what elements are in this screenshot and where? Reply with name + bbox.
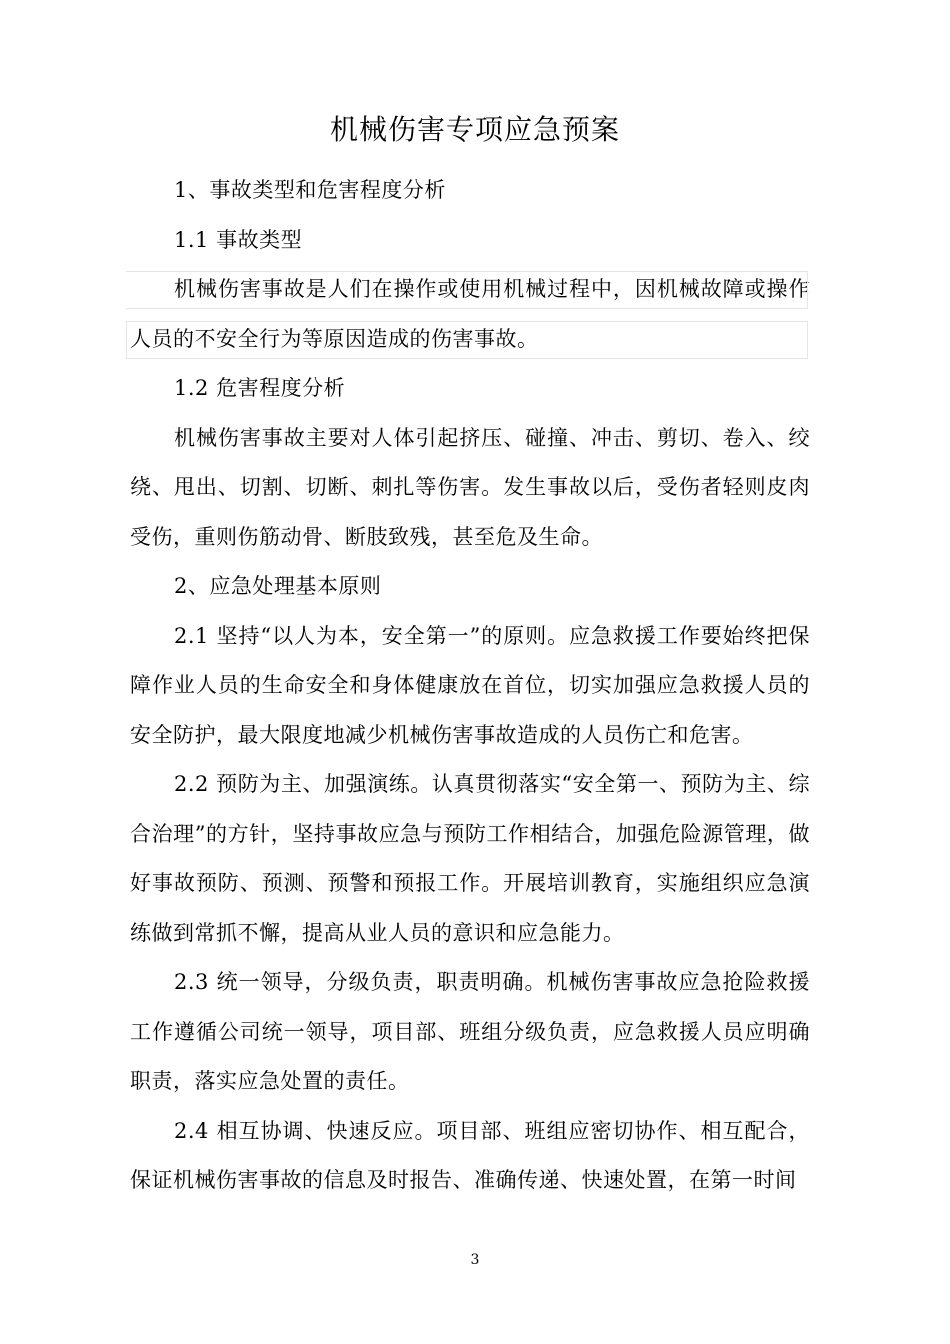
page-number: 3 <box>470 1252 480 1268</box>
section-heading-2: 2、应急处理基本原则 <box>174 574 382 598</box>
paragraph-principle-2-4: 2.4 相互协调、快速反应。项目部、班组应密切协作、相互配合，保证机械伤害事故的信息及时报告、准确传递、快速处置，在第一时间 <box>130 1118 810 1192</box>
paragraph-hazard-analysis: 机械伤害事故主要对人体引起挤压、碰撞、冲击、剪切、卷入、绞绕、甩出、切割、切断、刺扎等伤害。发生事故以后，受伤者轻则皮肉受伤，重则伤筋动骨、断肢致残，甚至危及生命。 <box>130 425 810 549</box>
paragraph-accident-type: 机械伤害事故是人们在操作或使用机械过程中，因机械故障或操作人员的不安全行为等原因造成的伤害事故。 <box>130 277 810 351</box>
document-title: 机械伤害专项应急预案 <box>329 113 620 146</box>
document-body <box>130 166 810 1206</box>
paragraph-principle-2-3: 2.3 统一领导，分级负责，职责明确。机械伤害事故应急抢险救援工作遵循公司统一领导，项目部、班组分级负责，应急救援人员应明确职责，落实应急处置的责任。 <box>130 970 810 1093</box>
paragraph-principle-2-2: 2.2 预防为主、加强演练。认真贯彻落实“安全第一、预防为主、综合治理”的方针，坚持事故应急与预防工作相结合，加强危险源管理，做好事故预防、预测、预警和预报工作。开展培训教育，实施组织应急演练做到常抓不懈，提高从业人员的意识和应急能力。 <box>130 772 810 945</box>
paragraph-principle-2-1: 2.1 坚持“以人为本，安全第一”的原则。应急救援工作要始终把保障作业人员的生命安全和身体健康放在首位，切实加强应急救援人员的安全防护，最大限度地减少机械伤害事故造成的人员伤亡和危害。 <box>130 623 810 747</box>
highlighted-paragraph <box>130 265 810 364</box>
section-heading-1: 1、事故类型和危害程度分析 <box>174 178 446 202</box>
subsection-heading-1-2: 1.2 危害程度分析 <box>174 376 346 400</box>
subsection-heading-1-1: 1.1 事故类型 <box>174 227 303 252</box>
